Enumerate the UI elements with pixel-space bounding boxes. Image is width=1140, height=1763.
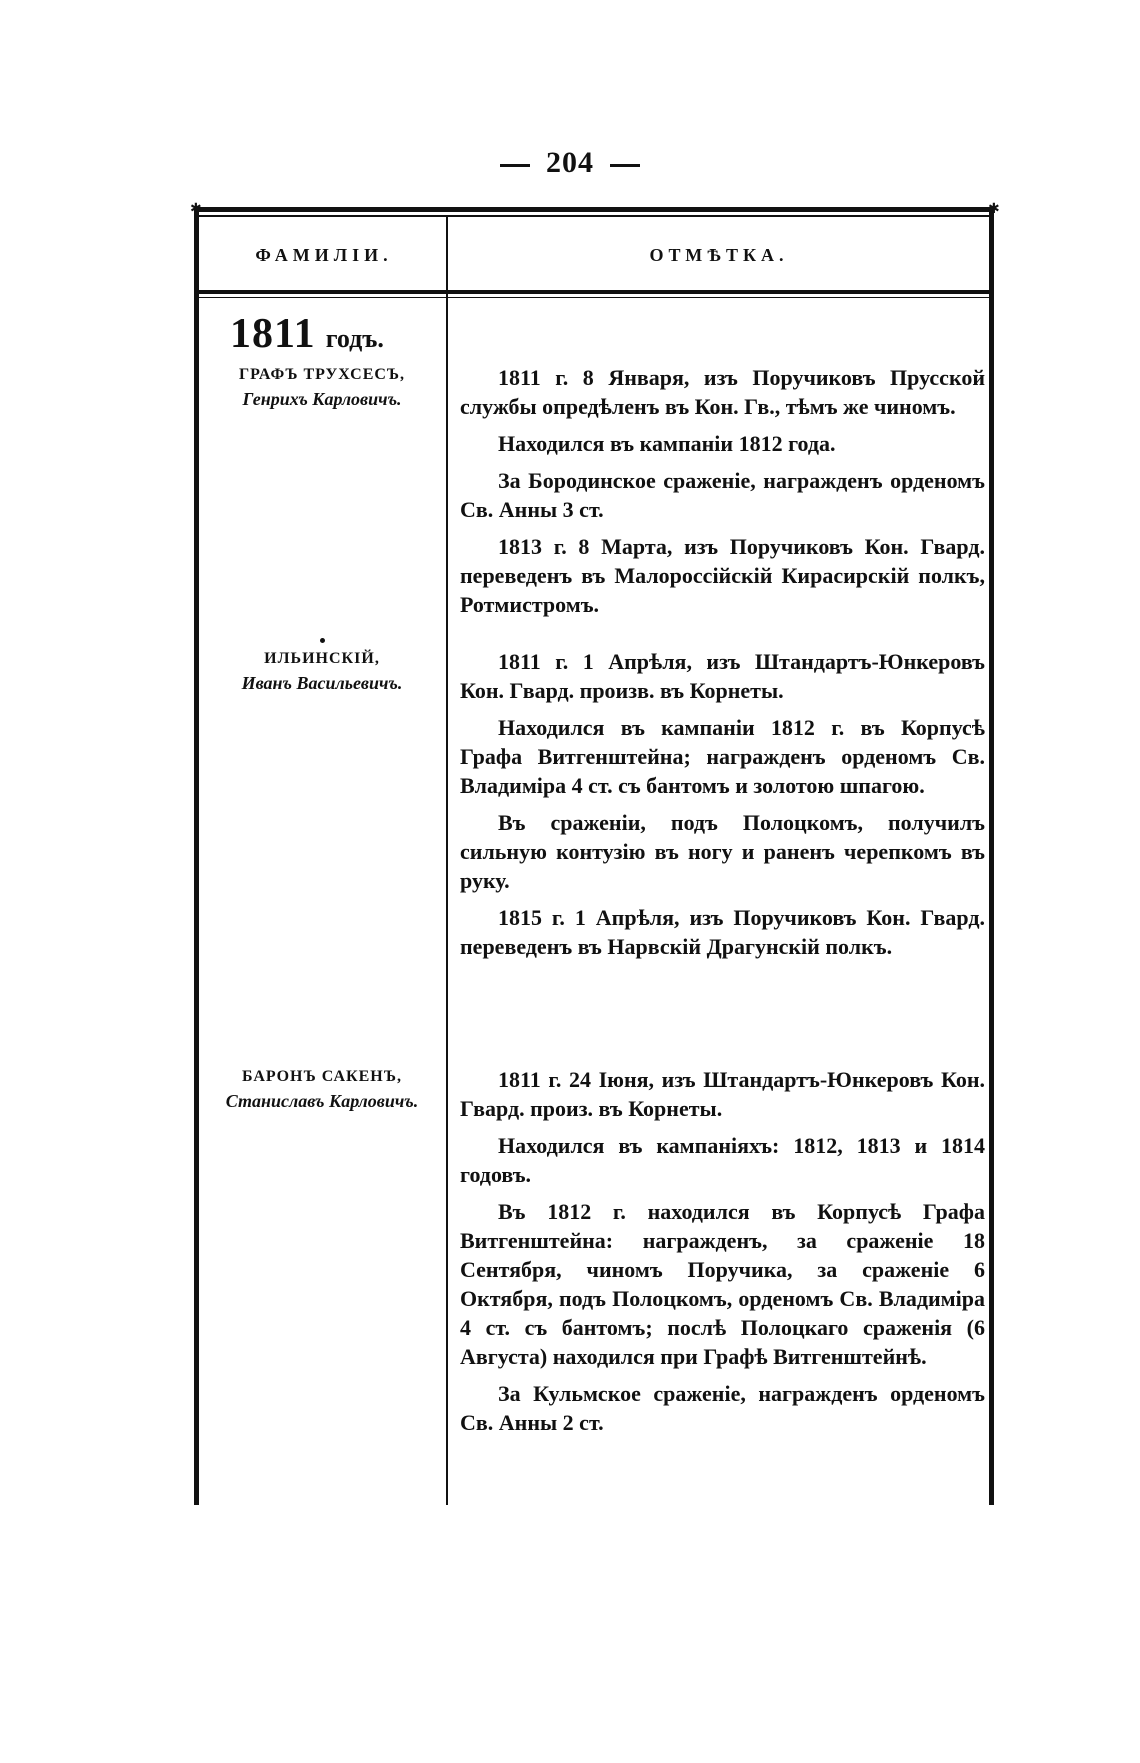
corner-ornament-right: ✱	[988, 202, 1000, 217]
entry-surname: БАРОНЪ САКЕНЪ,	[241, 1068, 402, 1085]
remark-paragraph: За Бородинское сраженіе, награжденъ орденомъ Св. Анны 3 ст.	[460, 468, 985, 522]
page-number	[0, 146, 1140, 180]
separator-dot	[320, 638, 325, 643]
remark-paragraph: 1815 г. 1 Апрѣля, изъ Поручиковъ Кон. Гвард. переведенъ въ Нарвскій Драгунскій полкъ.	[460, 905, 985, 959]
page-number-text: 204	[546, 146, 594, 179]
entry-name	[202, 1065, 442, 1113]
entry-remarks	[460, 363, 985, 627]
column-header-names: ФАМИЛІИ.	[255, 245, 393, 265]
top-rule-thick	[194, 207, 994, 212]
year-number: 1811	[230, 311, 316, 357]
entry-remarks	[460, 1065, 985, 1445]
remark-paragraph: 1813 г. 8 Марта, изъ Поручиковъ Кон. Гвард. переведенъ въ Малороссійскій Кирасирскій полкъ, Ротмистромъ.	[460, 534, 985, 617]
register-table	[190, 202, 1000, 1505]
remark-paragraph: Находился въ кампаніяхъ: 1812, 1813 и 1814 годовъ.	[460, 1133, 985, 1187]
header-rule-thin	[194, 297, 994, 298]
header-rule-thick	[194, 290, 994, 294]
remark-paragraph: Въ 1812 г. находился въ Корпусѣ Графа Витгенштейна: награжденъ, за сраженіе 18 Сентября, чиномъ Поручика, за сраженіе 6 Октября, подъ Полоцкомъ, орденомъ Св. Владиміра 4 ст. съ бантомъ; послѣ Полоцкаго сраженія (6 Августа) находился при Графѣ Витгенштейнѣ.	[460, 1199, 985, 1369]
entry-given-name: Станиславъ Карловичъ.	[225, 1091, 419, 1111]
entry-surname: ИЛЬИНСКІЙ,	[264, 650, 380, 667]
right-border	[989, 207, 994, 1505]
remark-paragraph: Находился въ кампаніи 1812 г. въ Корпусѣ Графа Витгенштейна; награжденъ орденомъ Св. Владиміра 4 ст. съ бантомъ и золотою шпагою.	[460, 715, 985, 798]
left-border	[194, 207, 199, 1505]
remark-paragraph: Находился въ кампаніи 1812 года.	[498, 431, 836, 456]
remark-paragraph: 1811 г. 1 Апрѣля, изъ Штандартъ-Юнкеровъ Кон. Гвард. произв. въ Корнеты.	[460, 649, 985, 703]
dash-right	[610, 164, 640, 167]
entry-remarks	[460, 647, 985, 969]
remark-paragraph: 1811 г. 24 Іюня, изъ Штандартъ-Юнкеровъ Кон. Гвард. произ. въ Корнеты.	[460, 1067, 985, 1121]
year-heading	[230, 310, 450, 358]
corner-ornament-left: ✱	[190, 202, 202, 217]
top-rule-thin	[194, 215, 994, 217]
entry-given-name: Генрихъ Карловичъ.	[242, 389, 402, 409]
remark-paragraph: За Кульмское сраженіе, награжденъ орденомъ Св. Анны 2 ст.	[460, 1381, 985, 1435]
dash-left	[500, 164, 530, 167]
remark-paragraph: 1811 г. 8 Января, изъ Поручиковъ Прусской службы опредѣленъ въ Кон. Гв., тѣмъ же чиномъ.	[460, 365, 985, 419]
entry-name	[202, 363, 442, 411]
column-header-remarks: ОТМѢТКА.	[649, 245, 789, 265]
column-divider	[446, 215, 448, 1505]
remark-paragraph: Въ сраженіи, подъ Полоцкомъ, получилъ сильную контузію въ ногу и раненъ черепкомъ въ руку.	[460, 810, 985, 893]
entry-name	[202, 647, 442, 695]
entry-given-name: Иванъ Васильевичъ.	[241, 673, 403, 693]
year-word: годъ.	[325, 324, 384, 353]
entry-surname: ГРАФЪ ТРУХСЕСЪ,	[239, 366, 405, 383]
